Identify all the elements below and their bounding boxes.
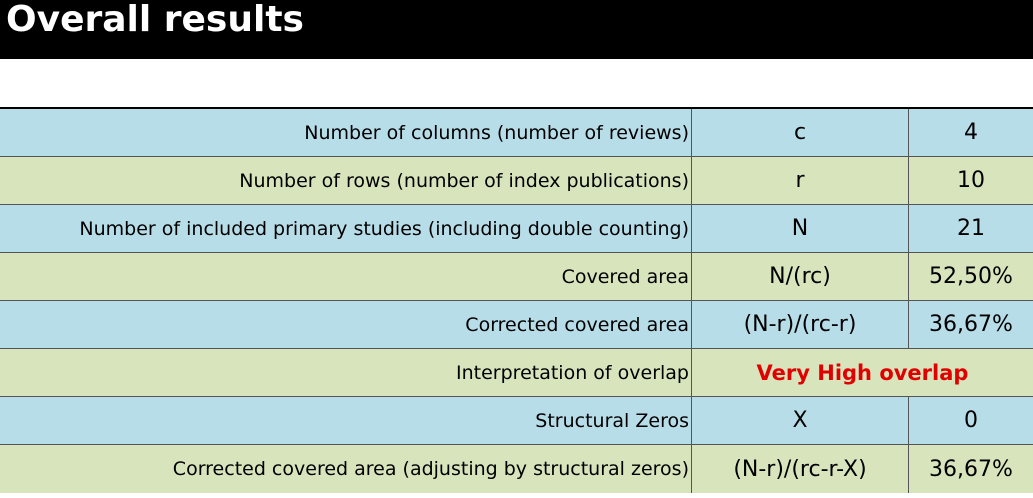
formula-cell[interactable]: X (692, 397, 909, 444)
overlap-interpretation-result[interactable]: Very High overlap (756, 360, 969, 385)
label-cell[interactable]: Number of rows (number of index publications) (0, 157, 692, 204)
value-cell[interactable]: 0 (964, 408, 978, 433)
row-corrected-covered-area (0, 301, 1033, 349)
page-title: Overall results (6, 0, 304, 40)
formula-cell[interactable]: r (692, 157, 909, 204)
results-table (0, 107, 1033, 493)
value-cell[interactable]: 36,67% (929, 312, 1013, 337)
title-bar (0, 0, 1033, 59)
label-cell[interactable]: Covered area (0, 253, 692, 300)
label-cell[interactable]: Corrected covered area (0, 301, 692, 348)
label-cell[interactable]: Number of included primary studies (including double counting) (0, 205, 692, 252)
formula-cell[interactable]: N (692, 205, 909, 252)
label-cell[interactable]: Corrected covered area (adjusting by structural zeros) (0, 445, 692, 493)
formula-cell[interactable]: c (692, 109, 909, 156)
formula-cell[interactable]: N/(rc) (692, 253, 909, 300)
label-cell[interactable]: Interpretation of overlap (0, 349, 692, 396)
value-cell[interactable]: 4 (964, 120, 978, 145)
row-corrected-covered-area-structural-zeros (0, 445, 1033, 493)
row-number-of-columns (0, 109, 1033, 157)
row-number-of-rows (0, 157, 1033, 205)
row-included-primary-studies (0, 205, 1033, 253)
formula-cell[interactable]: (N-r)/(rc-r-X) (692, 445, 909, 493)
value-cell[interactable]: 52,50% (929, 264, 1013, 289)
row-interpretation-of-overlap (0, 349, 1033, 397)
row-covered-area (0, 253, 1033, 301)
label-cell[interactable]: Structural Zeros (0, 397, 692, 444)
formula-cell[interactable]: (N-r)/(rc-r) (692, 301, 909, 348)
label-cell[interactable]: Number of columns (number of reviews) (0, 109, 692, 156)
value-cell[interactable]: 21 (957, 216, 985, 241)
row-structural-zeros (0, 397, 1033, 445)
value-cell[interactable]: 36,67% (929, 456, 1013, 482)
value-cell[interactable]: 10 (957, 168, 985, 193)
